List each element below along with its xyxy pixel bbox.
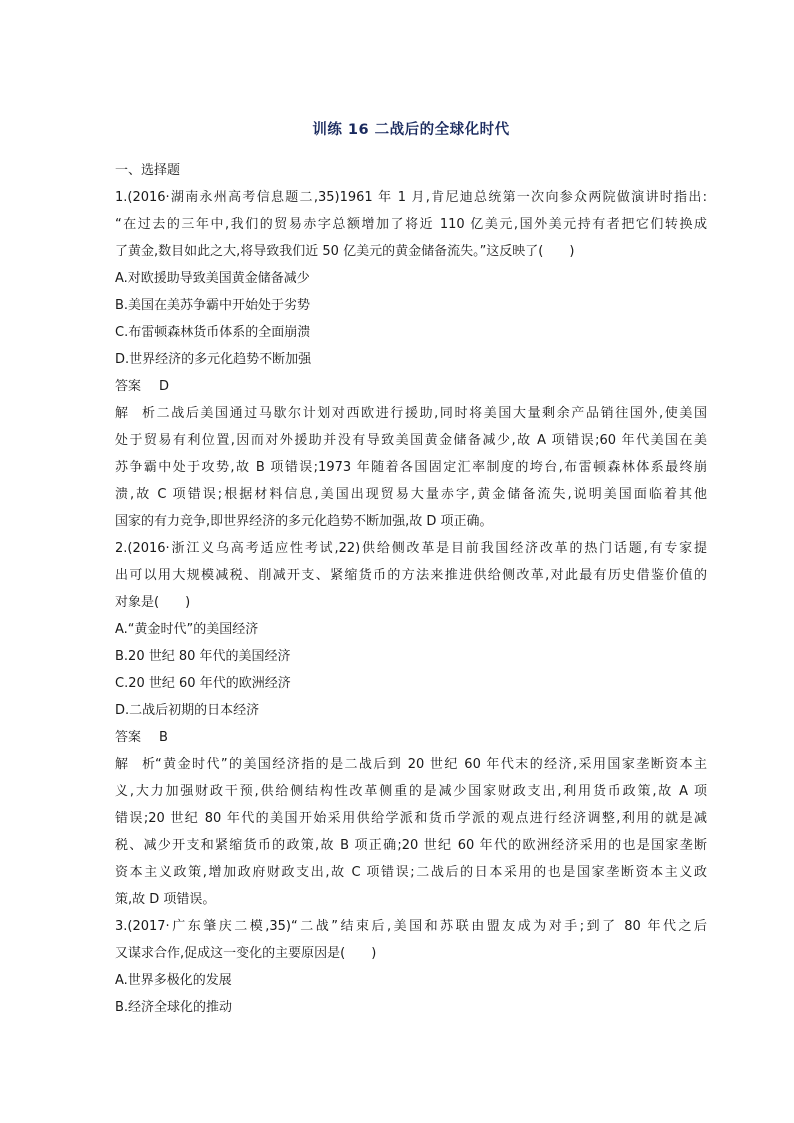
option-c: C.布雷顿森林货币体系的全面崩溃 xyxy=(115,325,311,340)
question-stem-line: 了黄金,数目如此之大,将导致我们近 50 亿美元的黄金储备流失。”这反映了( ) xyxy=(115,244,575,259)
document-page xyxy=(115,118,707,1021)
analysis-text: 二战后美国通过马歇尔计划对西欧进行援助,同时将美国大量剩余产品销往国外,使美国 xyxy=(155,406,707,421)
answer-label: 答案 xyxy=(115,730,142,745)
answer-row xyxy=(115,373,707,400)
question-stem-line: 对象是( ) xyxy=(115,595,191,610)
question-3 xyxy=(115,913,707,1021)
section-heading: 一、选择题 xyxy=(115,163,181,178)
analysis-line: 溃,故 C 项错误;根据材料信息,美国出现贸易大量赤字,黄金储备流失,说明美国面临着其他 xyxy=(115,487,707,502)
question-2 xyxy=(115,535,707,913)
answer-value: D xyxy=(159,379,170,394)
analysis-line: 国家的有力竞争,即世界经济的多元化趋势不断加强,故 D 项正确。 xyxy=(115,514,493,529)
question-stem-line: 又谋求合作,促成这一变化的主要原因是( ) xyxy=(115,946,377,961)
analysis-line xyxy=(115,751,707,778)
option-c: C.20 世纪 60 年代的欧洲经济 xyxy=(115,676,291,691)
question-1 xyxy=(115,184,707,535)
analysis-line: 税、减少开支和紧缩货币的政策,故 B 项正确;20 世纪 60 年代的欧洲经济采用的也是国家垄断 xyxy=(115,838,707,853)
answer-row xyxy=(115,724,707,751)
analysis-line: 策,故 D 项错误。 xyxy=(115,892,216,907)
analysis-label: 解析 xyxy=(115,757,155,772)
analysis-line: 资本主义政策,增加政府财政支出,故 C 项错误;二战后的日本采用的也是国家垄断资本主义政 xyxy=(115,865,707,880)
question-stem-line: 3.(2017·广东肇庆二模,35)“二战”结束后,美国和苏联由盟友成为对手;到了 80 年代之后 xyxy=(115,919,707,934)
option-b: B.20 世纪 80 年代的美国经济 xyxy=(115,649,291,664)
document-title: 训练 16 二战后的全球化时代 xyxy=(312,122,510,138)
option-b: B.经济全球化的推动 xyxy=(115,1000,233,1015)
answer-label: 答案 xyxy=(115,379,142,394)
analysis-line: 处于贸易有利位置,因而对外援助并没有导致美国黄金储备减少,故 A 项错误;60 年代美国在美 xyxy=(115,433,707,448)
question-stem-line: 2.(2016·浙江义乌高考适应性考试,22)供给侧改革是目前我国经济改革的热门话题,有专家提 xyxy=(115,541,707,556)
analysis-line: 苏争霸中处于攻势,故 B 项错误;1973 年随着各国固定汇率制度的垮台,布雷顿森林体系最终崩 xyxy=(115,460,707,475)
option-b: B.美国在美苏争霸中开始处于劣势 xyxy=(115,298,311,313)
answer-value: B xyxy=(159,730,168,745)
question-stem-line: 出可以用大规模减税、削减开支、紧缩货币的方法来推进供给侧改革,对此最有历史借鉴价值的 xyxy=(115,568,707,583)
option-a: A.对欧援助导致美国黄金储备减少 xyxy=(115,271,310,286)
analysis-line: 错误;20 世纪 80 年代的美国开始采用供给学派和货币学派的观点进行经济调整,利用的就是减 xyxy=(115,811,707,826)
question-stem-line: 1.(2016·湖南永州高考信息题二,35)1961 年 1 月,肯尼迪总统第一次向参众两院做演讲时指出: xyxy=(115,190,707,205)
question-stem-line: “在过去的三年中,我们的贸易赤字总额增加了将近 110 亿美元,国外美元持有者把它们转换成 xyxy=(115,217,707,232)
analysis-line: 义,大力加强财政干预,供给侧结构性改革侧重的是减少国家财政支出,利用货币政策,故 A 项 xyxy=(115,784,707,799)
option-a: A.世界多极化的发展 xyxy=(115,973,232,988)
option-d: D.世界经济的多元化趋势不断加强 xyxy=(115,352,312,367)
analysis-line xyxy=(115,400,707,427)
analysis-label: 解析 xyxy=(115,406,155,421)
option-a: A.“黄金时代”的美国经济 xyxy=(115,622,259,637)
analysis-text: “黄金时代”的美国经济指的是二战后到 20 世纪 60 年代末的经济,采用国家垄断资本主 xyxy=(155,757,707,772)
option-d: D.二战后初期的日本经济 xyxy=(115,703,260,718)
